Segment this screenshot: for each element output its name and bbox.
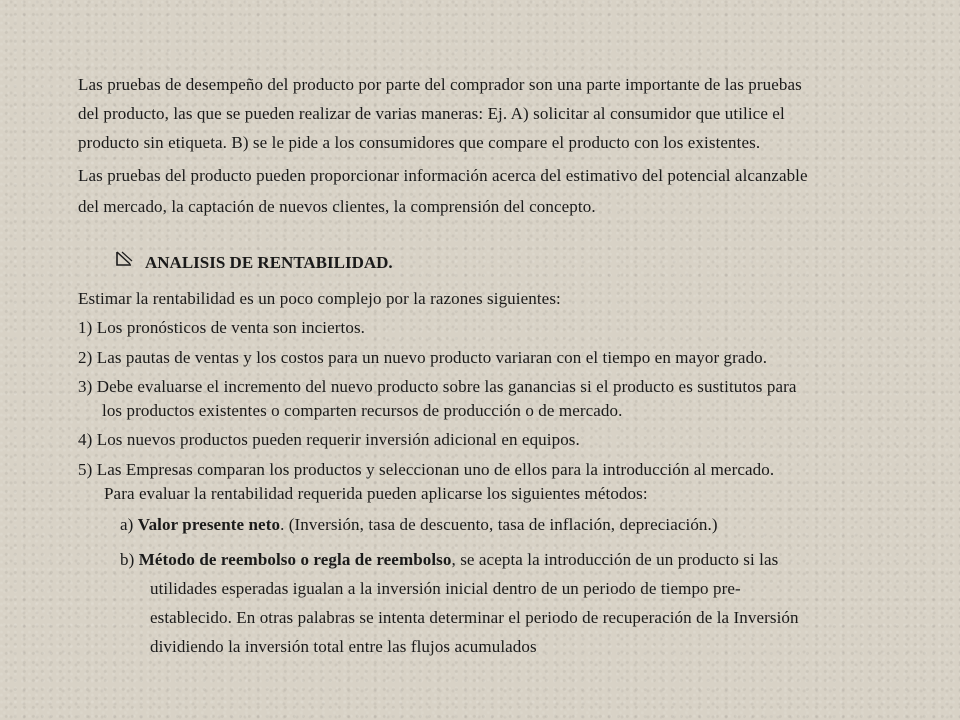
paragraph-1-line-1: Las pruebas de desempeño del producto por parte del comprador son una parte importante de las pruebas	[78, 75, 802, 94]
method-b-prefix: b)	[120, 550, 139, 569]
paragraph-2-line-1: Las pruebas del producto pueden proporcionar información acerca del estimativo del potencial alcanzable	[78, 166, 808, 185]
list-item-3-continuation: los productos existentes o comparten recursos de producción o de mercado.	[102, 401, 623, 420]
list-item-5-continuation: Para evaluar la rentabilidad requerida pueden aplicarse los siguientes métodos:	[104, 484, 648, 503]
method-b-rest: , se acepta la introducción de un producto si las	[451, 550, 779, 569]
method-b-line-4: dividiendo la inversión total entre las flujos acumulados	[150, 637, 537, 656]
method-a-name: Valor presente neto	[137, 515, 281, 534]
section-title: ANALISIS DE RENTABILIDAD.	[145, 253, 393, 272]
method-b-name: Método de reembolso o regla de reembolso	[138, 550, 452, 569]
method-b-line-3: establecido. En otras palabras se intenta determinar el periodo de recuperación de la Inversión	[150, 608, 799, 627]
list-item-2: 2) Las pautas de ventas y los costos para un nuevo producto variaran con el tiempo en mayor grado.	[78, 348, 768, 367]
list-item-4: 4) Los nuevos productos pueden requerir inversión adicional en equipos.	[78, 430, 580, 449]
section-lead: Estimar la rentabilidad es un poco complejo por la razones siguientes:	[78, 289, 561, 308]
method-a	[120, 515, 718, 535]
list-item-5: 5) Las Empresas comparan los productos y seleccionan uno de ellos para la introducción al mercado.	[78, 460, 775, 479]
list-item-1: 1) Los pronósticos de venta son inciertos.	[78, 318, 366, 337]
method-a-prefix: a)	[120, 515, 138, 534]
method-b	[120, 550, 778, 570]
section-heading	[113, 250, 393, 273]
method-b-line-2: utilidades esperadas igualan a la inversión inicial dentro de un periodo de tiempo pre-	[150, 579, 741, 598]
bullet-glyph-icon	[113, 250, 135, 273]
method-a-rest: . (Inversión, tasa de descuento, tasa de inflación, depreciación.)	[280, 515, 718, 534]
paragraph-1-line-3: producto sin etiqueta. B) se le pide a los consumidores que compare el producto con los existentes.	[78, 133, 761, 152]
list-item-3: 3) Debe evaluarse el incremento del nuevo producto sobre las ganancias si el producto es sustitutos para	[78, 377, 797, 396]
paragraph-2-line-2: del mercado, la captación de nuevos clientes, la comprensión del concepto.	[78, 197, 596, 216]
paragraph-1-line-2: del producto, las que se pueden realizar de varias maneras: Ej. A) solicitar al consumidor que utilice el	[78, 104, 785, 123]
